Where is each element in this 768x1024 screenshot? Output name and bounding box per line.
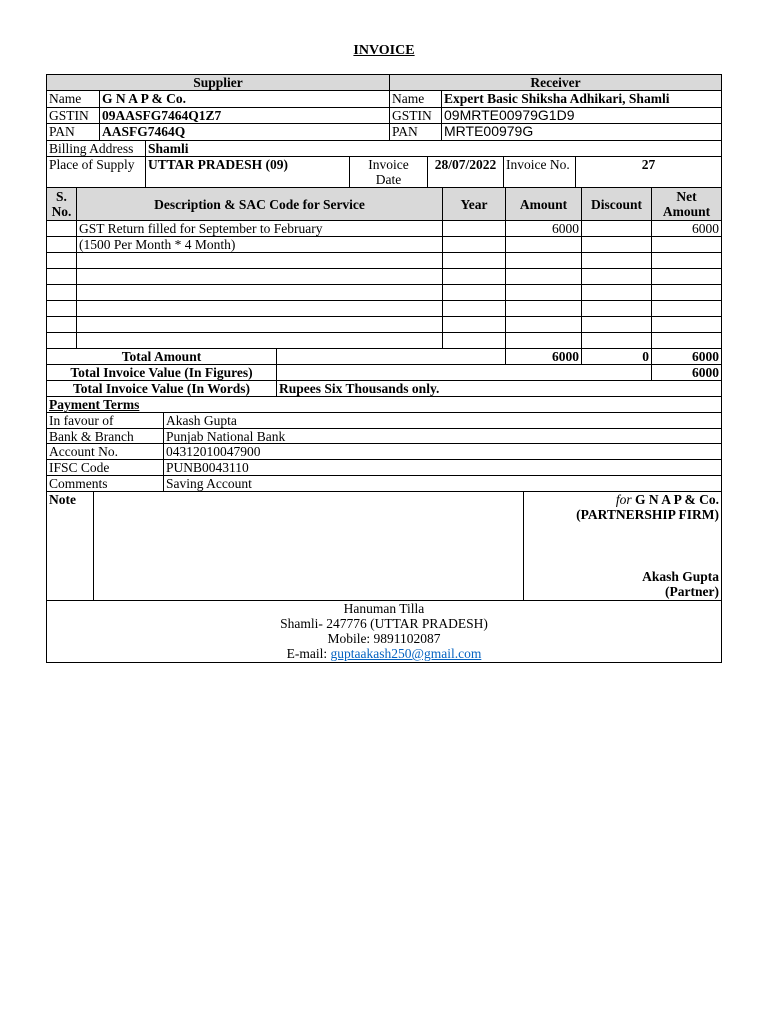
gstin-row (46, 108, 722, 124)
billing-row (46, 141, 722, 157)
supplier-header: Supplier (193, 75, 243, 90)
receiver-header: Receiver (389, 75, 721, 90)
signature-firm: G N A P & Co. (634, 492, 719, 507)
note-box (93, 492, 523, 600)
invoice-no: 27 (575, 157, 721, 187)
supplier-name: G N A P & Co. (99, 91, 389, 107)
party-header-row (46, 74, 722, 91)
amount-cell (505, 237, 581, 252)
total-figures-value: 6000 (651, 365, 721, 380)
payment-favour-row (46, 413, 722, 429)
note-label: Note (49, 492, 76, 507)
comments-label: Comments (49, 476, 108, 491)
receiver-pan: MRTE00979G (441, 124, 721, 140)
receiver-gstin-label: GSTIN (389, 108, 441, 123)
total-amount-label: Total Amount (121, 349, 202, 364)
invoice-no-label: Invoice No. (503, 157, 575, 187)
total-figures-label: Total Invoice Value (In Figures) (70, 365, 253, 380)
bank-value: Punjab National Bank (163, 429, 721, 443)
invoice-date-label: Invoice Date (349, 157, 427, 187)
comments-value: Saving Account (163, 476, 721, 491)
signature-block (523, 492, 721, 600)
table-row-empty (46, 269, 722, 285)
net-amount-cell (651, 237, 721, 252)
ifsc-value: PUNB0043110 (163, 460, 721, 475)
col-net-amount-header: Net Amount (651, 188, 721, 220)
place-of-supply: UTTAR PRADESH (09) (145, 157, 349, 187)
col-amount-header: Amount (505, 188, 581, 220)
receiver-name: Expert Basic Shiksha Adhikari, Shamli (441, 91, 721, 107)
description-cell: GST Return filled for September to February (76, 221, 442, 236)
favour-label: In favour of (49, 413, 114, 428)
footer-email-line (49, 646, 719, 661)
year-cell (442, 237, 505, 252)
footer-address (46, 601, 722, 663)
sno-cell (47, 221, 76, 236)
discount-cell (581, 221, 651, 236)
total-discount-value: 0 (581, 349, 651, 364)
billing-label: Billing Address (49, 141, 134, 156)
table-row (46, 221, 722, 237)
table-row-empty (46, 253, 722, 269)
net-amount-cell: 6000 (651, 221, 721, 236)
account-label: Account No. (49, 444, 118, 459)
account-value: 04312010047900 (163, 444, 721, 459)
signature-role: (Partner) (665, 584, 719, 599)
description-cell: (1500 Per Month * 4 Month) (76, 237, 442, 252)
payment-account-row (46, 444, 722, 460)
footer-line2: Shamli- 247776 (UTTAR PRADESH) (280, 616, 488, 631)
discount-cell (581, 237, 651, 252)
payment-bank-row (46, 429, 722, 444)
table-row-empty (46, 317, 722, 333)
amount-cell: 6000 (505, 221, 581, 236)
table-row (46, 237, 722, 253)
col-discount-header: Discount (581, 188, 651, 220)
total-words-value: Rupees Six Thousands only. (276, 381, 721, 396)
total-words-label: Total Invoice Value (In Words) (72, 381, 251, 396)
supply-row (46, 157, 722, 188)
note-signature-row (46, 492, 722, 601)
payment-comments-row (46, 476, 722, 492)
receiver-gstin: 09MRTE00979G1D9 (441, 108, 721, 123)
footer-mobile: Mobile: 9891102087 (327, 631, 441, 646)
total-net-value: 6000 (651, 349, 721, 364)
footer-line1: Hanuman Tilla (343, 601, 425, 616)
total-amount-value: 6000 (505, 349, 581, 364)
table-row-empty (46, 285, 722, 301)
receiver-name-label: Name (389, 91, 441, 107)
place-of-supply-label: Place of Supply (49, 157, 135, 172)
payment-ifsc-row (46, 460, 722, 476)
supplier-gstin-label: GSTIN (49, 108, 89, 123)
favour-value: Akash Gupta (163, 413, 721, 428)
supplier-pan-label: PAN (49, 124, 75, 139)
total-figures-row (46, 365, 722, 381)
name-row (46, 91, 722, 108)
total-words-row (46, 381, 722, 397)
table-row-empty (46, 333, 722, 349)
email-label: E-mail: (286, 646, 331, 661)
signature-for: for (615, 492, 632, 507)
col-description-header: Description & SAC Code for Service (76, 188, 442, 220)
ifsc-label: IFSC Code (49, 460, 110, 475)
invoice-date: 28/07/2022 (427, 157, 503, 187)
invoice-title: INVOICE (353, 43, 415, 58)
supplier-pan: AASFG7464Q (99, 124, 389, 140)
supplier-gstin: 09AASFG7464Q1Z7 (99, 108, 389, 123)
col-sno-header: S. No. (51, 189, 72, 219)
signature-firm-type: (PARTNERSHIP FIRM) (576, 507, 719, 522)
pan-row (46, 124, 722, 141)
payment-terms-title: Payment Terms (49, 397, 140, 412)
items-header-row (46, 188, 722, 221)
year-cell (442, 221, 505, 236)
receiver-pan-label: PAN (389, 124, 441, 140)
payment-terms-row (46, 397, 722, 413)
email-link[interactable]: guptaakash250@gmail.com (330, 646, 482, 661)
total-amount-row (46, 349, 722, 365)
sno-cell (47, 237, 76, 252)
signature-name: Akash Gupta (642, 569, 719, 584)
col-year-header: Year (442, 188, 505, 220)
billing-address: Shamli (145, 141, 721, 156)
supplier-name-label: Name (49, 91, 82, 106)
bank-label: Bank & Branch (49, 429, 134, 443)
table-row-empty (46, 301, 722, 317)
